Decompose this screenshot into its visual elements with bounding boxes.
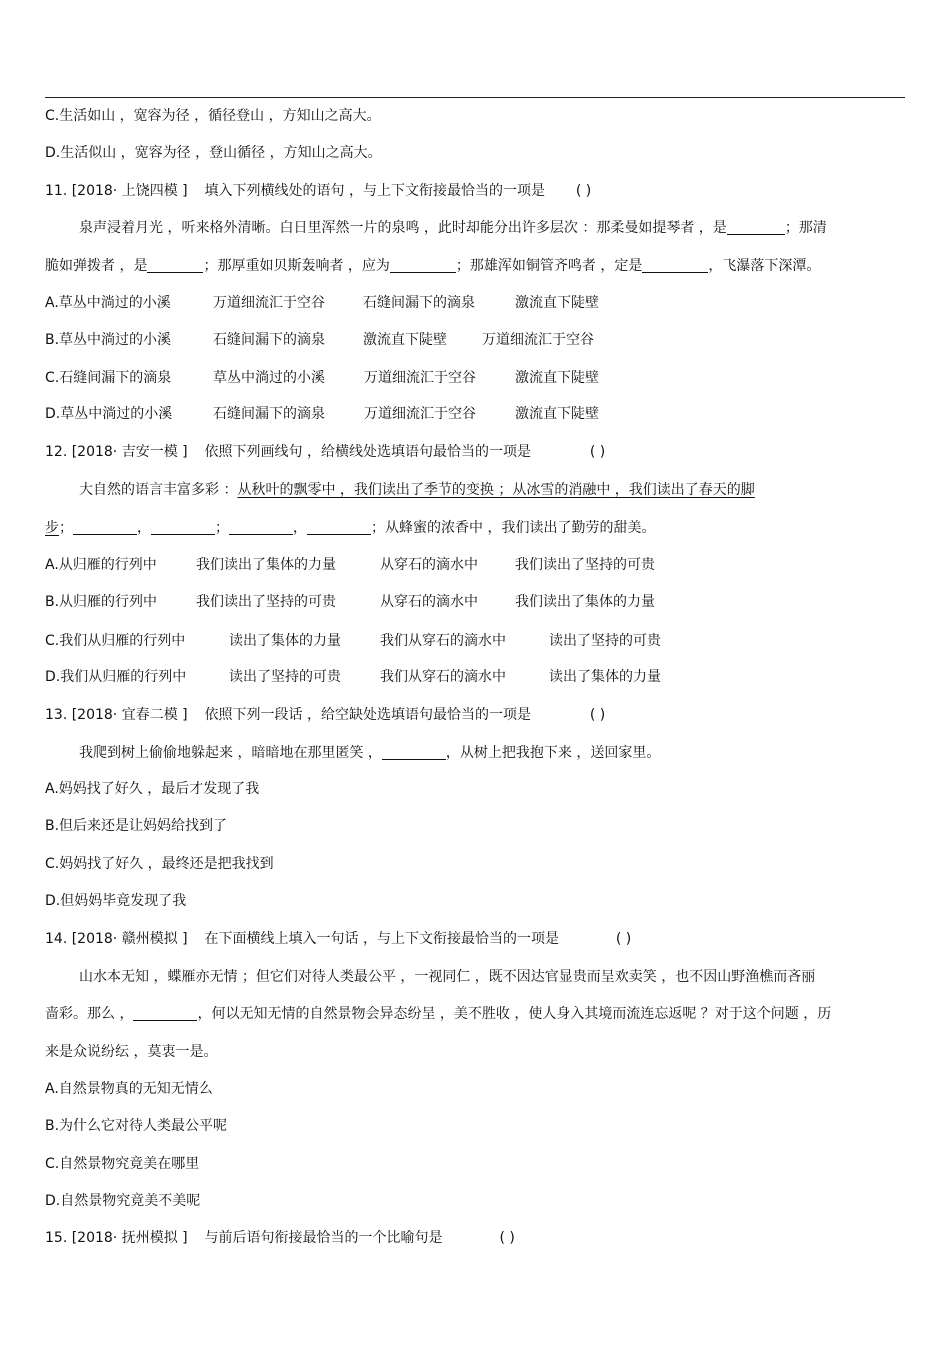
- q13-stem: 依照下列一段话 ，给空缺处选填语句最恰当的一项是: [204, 707, 531, 723]
- q12-passage-text: ；: [215, 520, 229, 536]
- option-part: A.从归雁的行列中: [45, 557, 157, 573]
- q12-option-b: [45, 593, 655, 611]
- option-part: 草丛中淌过的小溪: [213, 370, 325, 386]
- q11-blank-3[interactable]: [390, 258, 456, 273]
- option-part: 石缝间漏下的滴泉: [213, 406, 325, 422]
- option-part: 石缝间漏下的滴泉: [363, 295, 475, 311]
- option-part: 读出了集体的力量: [229, 633, 341, 649]
- q15-stem: 与前后语句衔接最恰当的一个比喻句是: [204, 1230, 443, 1246]
- q11-header: [45, 182, 591, 200]
- q14-blank[interactable]: [133, 1006, 197, 1021]
- q15-header: [45, 1229, 515, 1247]
- q11-option-a: [45, 294, 599, 312]
- q12-header: [45, 443, 605, 461]
- option-part: C.我们从归雁的行列中: [45, 633, 186, 649]
- option-part: 我们读出了集体的力量: [196, 557, 336, 573]
- q15-answer-paren: ( ): [499, 1230, 515, 1246]
- option-part: 我们从穿石的滴水中: [380, 633, 506, 649]
- q11-passage-text: ，飞瀑落下深潭。: [708, 258, 821, 274]
- q15-number: 15. [2018· 抚州模拟 ]: [45, 1230, 188, 1246]
- q12-passage-text: ；: [59, 520, 73, 536]
- q10-option-d: D.生活似山 ，宽容为径 ，登山循径 ，方知山之高大。: [45, 145, 382, 161]
- q13-option-a: A.妈妈找了好久 ，最后才发现了我: [45, 781, 260, 797]
- q12-number: 12. [2018· 吉安一模 ]: [45, 444, 188, 460]
- q12-answer-paren: ( ): [589, 444, 606, 460]
- option-part: 激流直下陡壁: [515, 370, 599, 386]
- option-part: 从穿石的滴水中: [380, 594, 478, 610]
- option-part: 万道细流汇于空谷: [482, 332, 594, 348]
- q13-number: 13. [2018· 宜春二模 ]: [45, 707, 188, 723]
- option-part: 我们从穿石的滴水中: [380, 669, 506, 685]
- q12-blank-1[interactable]: [73, 520, 137, 535]
- q11-number: 11. [2018· 上饶四模 ]: [45, 183, 188, 199]
- q14-number: 14. [2018· 赣州模拟 ]: [45, 931, 188, 947]
- option-part: 激流直下陡壁: [515, 295, 599, 311]
- q11-blank-2[interactable]: [147, 258, 203, 273]
- option-part: D.我们从归雁的行列中: [45, 669, 187, 685]
- q12-blank-4[interactable]: [307, 520, 371, 535]
- q13-passage-text: ，从树上把我抱下来 ，送回家里。: [445, 745, 661, 761]
- q12-passage-text: ，: [137, 520, 151, 536]
- q11-stem: 填入下列横线处的语句 ，与上下文衔接最恰当的一项是: [204, 183, 545, 199]
- q11-option-b: [45, 331, 594, 349]
- q11-blank-1[interactable]: [727, 220, 785, 235]
- q11-option-c: [45, 369, 599, 387]
- q12-option-c: [45, 632, 661, 650]
- q14-passage-line-2: [45, 1005, 831, 1023]
- option-part: 我们读出了坚持的可贵: [515, 557, 655, 573]
- q12-option-d: [45, 668, 661, 686]
- q14-passage-text: 啬彩。那么 ，: [45, 1006, 134, 1022]
- option-part: 万道细流汇于空谷: [364, 406, 476, 422]
- q11-blank-4[interactable]: [642, 258, 708, 273]
- q11-passage-text: 泉声浸着月光 ，听来格外清晰。白日里浑然一片的泉鸣 ，此时却能分出许多层次 ：那柔曼如提琴者 ，是: [79, 220, 727, 236]
- q11-passage-text: ；那清: [784, 220, 827, 236]
- q12-passage-text: ；从蜂蜜的浓香中 ，我们读出了勤劳的甜美。: [371, 520, 656, 536]
- q13-answer-paren: ( ): [589, 707, 606, 723]
- option-part: B.草丛中淌过的小溪: [45, 332, 172, 348]
- q13-passage-text: 我爬到树上偷偷地躲起来 ，暗暗地在那里匿笑 ，: [79, 745, 382, 761]
- q11-option-d: [45, 405, 599, 423]
- q11-passage-line-1: [79, 219, 827, 237]
- q13-header: [45, 706, 605, 724]
- header-rule: [45, 97, 905, 98]
- q14-passage-line-1: 山水本无知 ，蝶雁亦无情 ；但它们对待人类最公平 ，一视同仁 ，既不因达官显贵而呈欢卖笑 ，也不因山野渔樵而吝丽: [79, 969, 816, 985]
- q14-option-c: C.自然景物究竟美在哪里: [45, 1156, 200, 1172]
- q12-stem: 依照下列画线句 ，给横线处选填语句最恰当的一项是: [204, 444, 531, 460]
- option-part: B.从归雁的行列中: [45, 594, 158, 610]
- q11-passage-line-2: [45, 257, 820, 275]
- option-part: D.草丛中淌过的小溪: [45, 406, 173, 422]
- q12-passage-text: 大自然的语言丰富多彩 ：: [79, 482, 238, 498]
- q12-passage-text: ，: [293, 520, 307, 536]
- q14-stem: 在下面横线上填入一句话 ，与上下文衔接最恰当的一项是: [204, 931, 559, 947]
- q13-passage: [79, 744, 660, 762]
- q12-underlined-model-sentence: 步: [45, 520, 59, 536]
- q14-option-b: B.为什么它对待人类最公平呢: [45, 1118, 228, 1134]
- option-part: 万道细流汇于空谷: [213, 295, 325, 311]
- q12-passage-line-1: [79, 481, 755, 499]
- q11-passage-text: ；那雄浑如铜管齐鸣者 ，定是: [455, 258, 643, 274]
- option-part: 读出了坚持的可贵: [549, 633, 661, 649]
- q13-option-b: B.但后来还是让妈妈给找到了: [45, 818, 228, 834]
- q11-answer-paren: ( ): [575, 183, 592, 199]
- option-part: 石缝间漏下的滴泉: [213, 332, 325, 348]
- option-part: C.石缝间漏下的滴泉: [45, 370, 172, 386]
- q12-blank-3[interactable]: [229, 520, 293, 535]
- option-part: 我们读出了坚持的可贵: [196, 594, 336, 610]
- option-part: 从穿石的滴水中: [380, 557, 478, 573]
- q14-option-d: D.自然景物究竟美不美呢: [45, 1193, 201, 1209]
- q12-option-a: [45, 556, 655, 574]
- q14-passage-text: ，何以无知无情的自然景物会异态纷呈 ，美不胜收 ，使人身入其境而流连忘返呢 ？对于这个问题 ，历: [197, 1006, 832, 1022]
- q10-option-c: C.生活如山 ，宽容为径 ，循径登山 ，方知山之高大。: [45, 108, 381, 124]
- option-part: 万道细流汇于空谷: [364, 370, 476, 386]
- q14-header: [45, 930, 631, 948]
- q12-blank-2[interactable]: [151, 520, 215, 535]
- q13-option-d: D.但妈妈毕竟发现了我: [45, 893, 187, 909]
- option-part: A.草丛中淌过的小溪: [45, 295, 171, 311]
- q11-passage-text: ；那厚重如贝斯轰响者 ，应为: [203, 258, 390, 274]
- q12-underlined-model-sentence: 从秋叶的飘零中 ，我们读出了季节的变换 ；从冰雪的消融中 ，我们读出了春天的脚: [237, 482, 755, 498]
- q13-option-c: C.妈妈找了好久 ，最终还是把我找到: [45, 856, 274, 872]
- option-part: 激流直下陡壁: [515, 406, 599, 422]
- option-part: 读出了集体的力量: [549, 669, 661, 685]
- option-part: 我们读出了集体的力量: [515, 594, 655, 610]
- q14-option-a: A.自然景物真的无知无情么: [45, 1081, 213, 1097]
- q14-answer-paren: ( ): [615, 931, 632, 947]
- q11-passage-text: 脆如弹拨者 ，是: [45, 258, 148, 274]
- q12-passage-line-2: [45, 519, 655, 537]
- q14-passage-line-3: 来是众说纷纭 ，莫衷一是。: [45, 1044, 218, 1060]
- option-part: 读出了坚持的可贵: [229, 669, 341, 685]
- option-part: 激流直下陡壁: [363, 332, 447, 348]
- q13-blank[interactable]: [382, 745, 446, 760]
